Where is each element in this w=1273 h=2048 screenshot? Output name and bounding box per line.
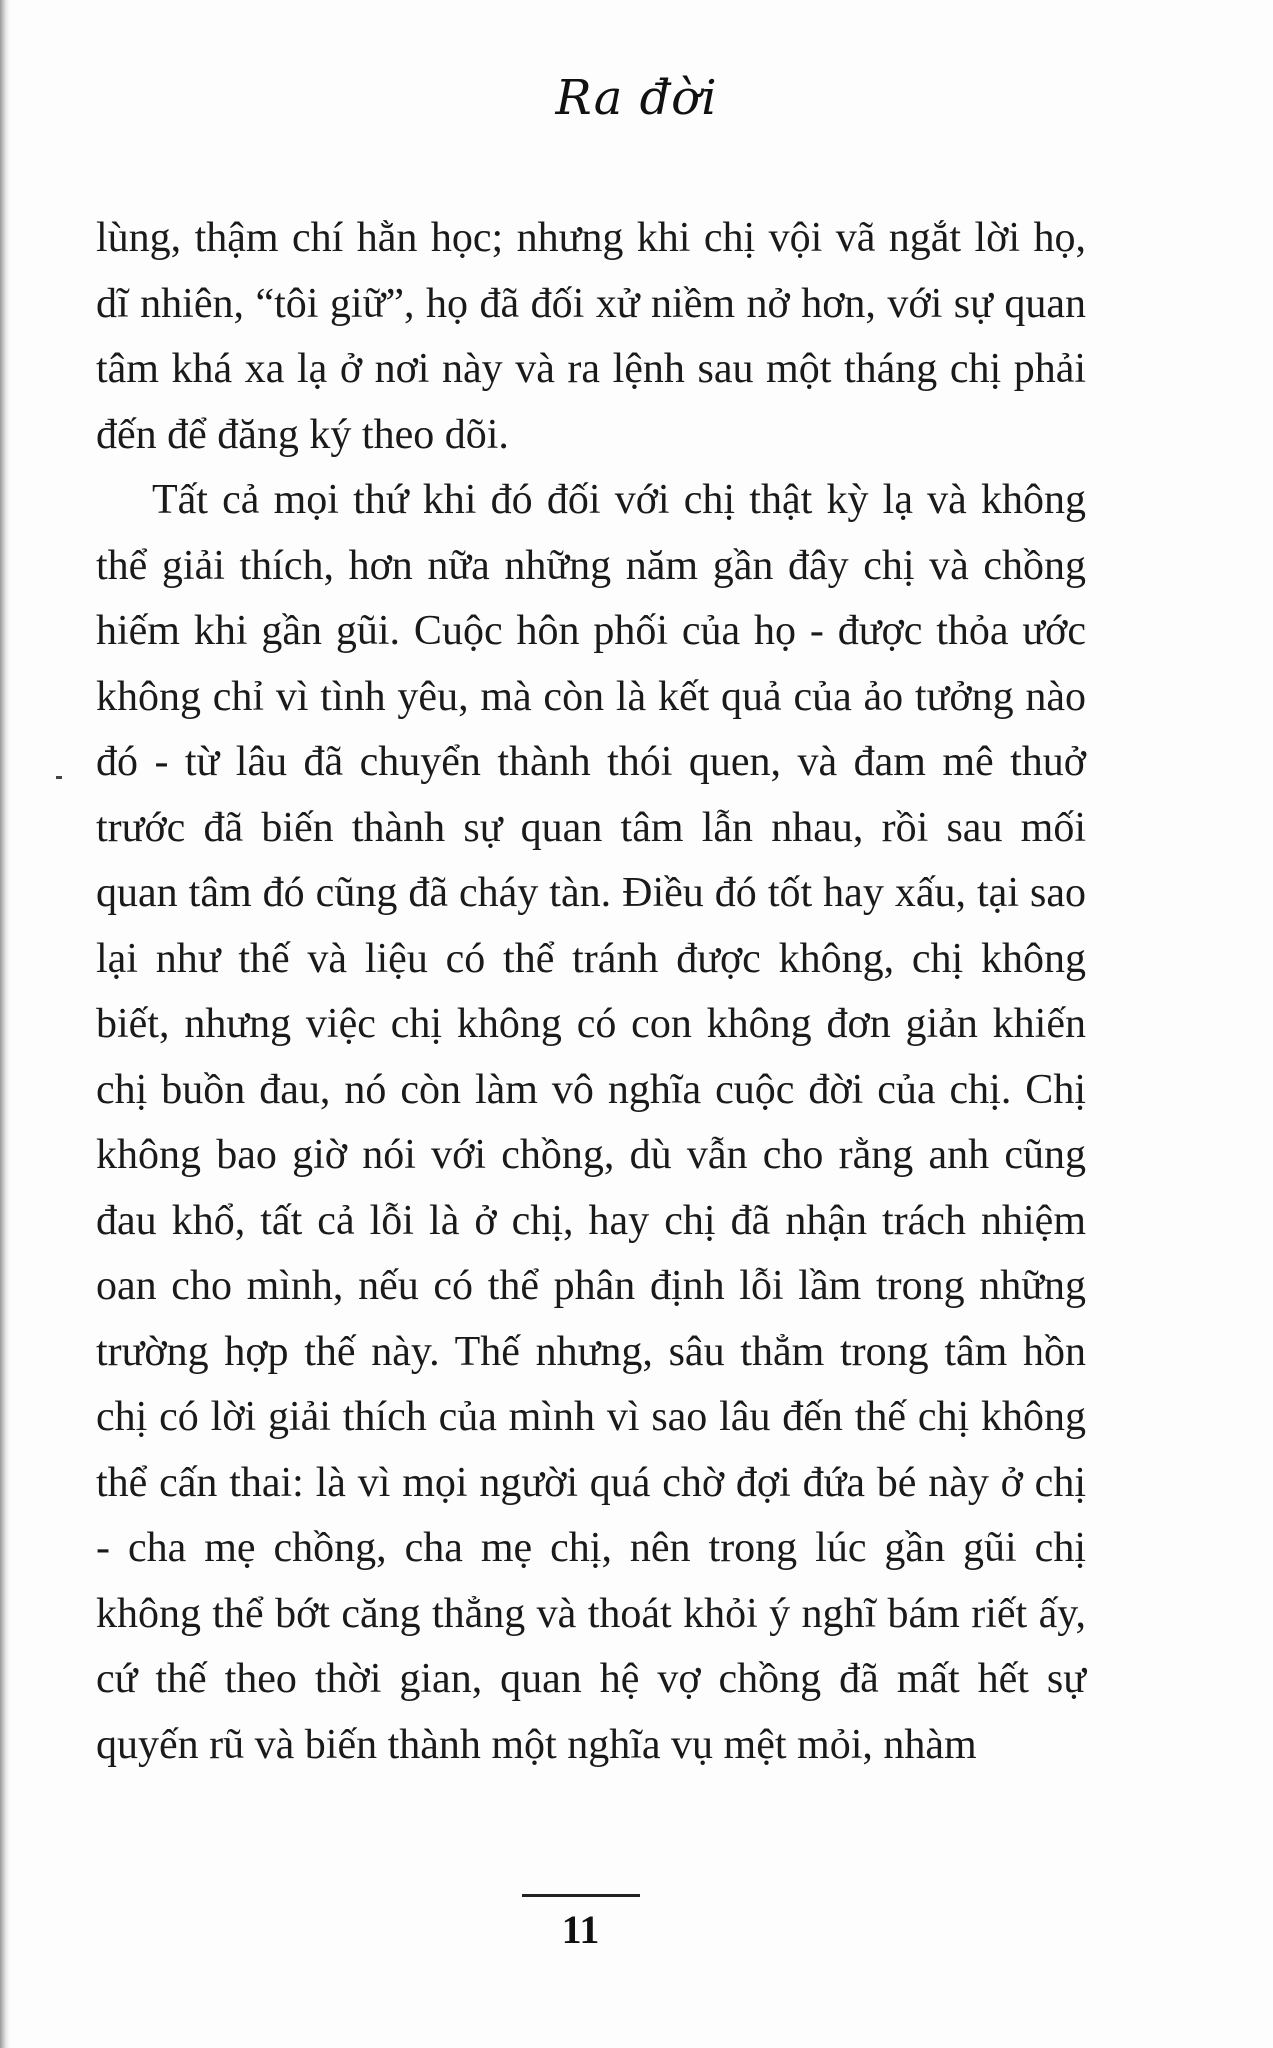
spine-shadow	[0, 0, 10, 2048]
running-header: Ra đời	[555, 70, 718, 126]
paragraph: Tất cả mọi thứ khi đó đối với chị thật kỳ lạ và không thể giải thích, hơn nữa những năm gần đây chị và chồng hiếm khi gần gũi. Cuộc hôn phối của họ - được thỏa ước không chỉ vì tình yêu, mà còn là kết quả của ảo tưởng nào đó - từ lâu đã chuyển thành thói quen, và đam mê thuở trước đã biến thành sự quan tâm lẫn nhau, rồi sau mối quan tâm đó cũng đã cháy tàn. Điều đó tốt hay xấu, tại sao lại như thế và liệu có thể tránh được không, chị không biết, nhưng việc chị không có con không đơn giản khiến chị buồn đau, nó còn làm vô nghĩa cuộc đời của chị. Chị không bao giờ nói với chồng, dù vẫn cho rằng anh cũng đau khổ, tất cả lỗi là ở chị, hay chị đã nhận trách nhiệm oan cho mình, nếu có thể phân định lỗi lầm trong những trường hợp thế này. Thế nhưng, sâu thẳm trong tâm hồn chị có lời giải thích của mình vì sao lâu đến thế chị không thể cấn thai: là vì mọi người quá chờ đợi đứa bé này ở chị - cha mẹ chồng, cha mẹ chị, nên trong lúc gần gũi chị không thể bớt căng thẳng và thoát khỏi ý nghĩ bám riết ấy, cứ thế theo thời gian, quan hệ vợ chồng đã mất hết sự quyến rũ và biến thành một nghĩa vụ mệt mỏi, nhàm	[96, 477, 1086, 1768]
body-text	[96, 206, 1086, 1778]
page-number: 11	[561, 1907, 600, 1952]
footer-rule	[522, 1894, 640, 1897]
margin-mark	[56, 776, 62, 779]
paragraph-continued: lùng, thậm chí hằn học; nhưng khi chị vội vã ngắt lời họ, dĩ nhiên, “tôi giữ”, họ đã đối xử niềm nở hơn, với sự quan tâm khá xa lạ ở nơi này và ra lệnh sau một tháng chị phải đến để đăng ký theo dõi.	[96, 215, 1086, 458]
